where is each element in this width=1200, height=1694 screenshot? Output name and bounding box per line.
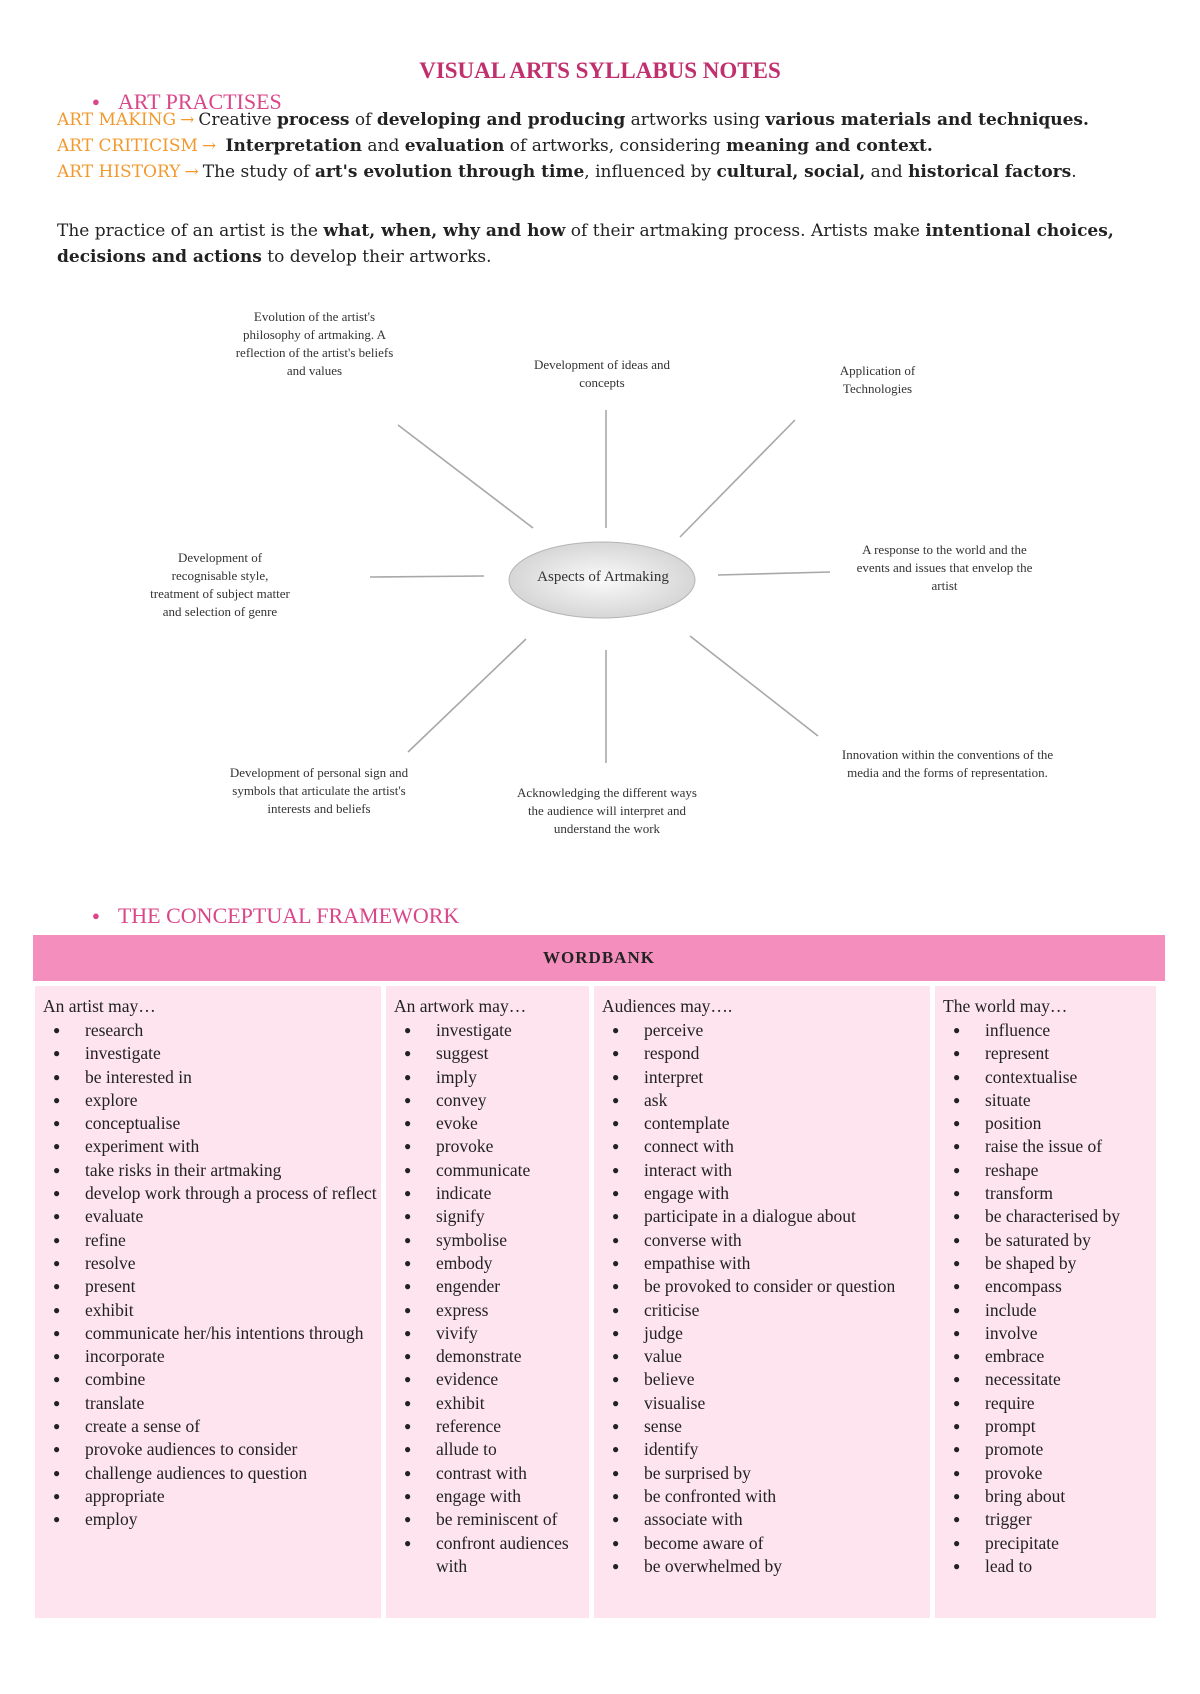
text-run: and — [865, 162, 909, 182]
list-item: ● reference — [386, 1415, 589, 1438]
bold-text: intentional choices, decisions and actions — [57, 221, 1114, 267]
definition-art-making — [57, 107, 1089, 133]
list-item: ● be overwhelmed by — [594, 1555, 930, 1578]
list-item: ● explore — [35, 1089, 381, 1112]
list-item: ● respond — [594, 1042, 930, 1065]
list-item: ● appropriate — [35, 1485, 381, 1508]
diagram-label-innovation: Innovation within the conventions of the media and the forms of representation. — [841, 747, 1054, 780]
list-item: ● connect with — [594, 1135, 930, 1158]
text-run: of — [349, 110, 377, 130]
list-item: ● be saturated by — [935, 1229, 1156, 1252]
diagram-label-style: Development of recognisable style, treatment of subject matter and selection of genre — [150, 550, 290, 619]
list-item: ● identify — [594, 1438, 930, 1461]
list-item: ● embody — [386, 1252, 589, 1275]
definition-art-history — [57, 159, 1077, 185]
list-item: ● refine — [35, 1229, 381, 1252]
list-item: ● engage with — [386, 1485, 589, 1508]
list-item: ● evoke — [386, 1112, 589, 1135]
list-item: ● be interested in — [35, 1066, 381, 1089]
word-list — [386, 1019, 589, 1578]
arrow-icon: → — [201, 136, 217, 156]
list-item: ● communicate her/his intentions through — [35, 1322, 381, 1345]
text-run: to develop their artworks. — [261, 247, 492, 267]
list-item: ● experiment with — [35, 1135, 381, 1158]
list-item: ● provoke — [386, 1135, 589, 1158]
list-item: ● vivify — [386, 1322, 589, 1345]
list-item: ● investigate — [35, 1042, 381, 1065]
list-item: ● visualise — [594, 1392, 930, 1415]
bold-text: what, when, why and how — [323, 221, 566, 241]
column-title: The world may… — [943, 996, 1068, 1016]
list-item: ● trigger — [935, 1508, 1156, 1531]
list-item: ● engage with — [594, 1182, 930, 1205]
word-list — [35, 1019, 381, 1532]
list-item: ● transform — [935, 1182, 1156, 1205]
bold-text: evaluation — [404, 136, 505, 156]
list-item: ● criticise — [594, 1299, 930, 1322]
column-title: An artist may… — [43, 996, 156, 1016]
bold-text: meaning and context. — [726, 136, 933, 156]
list-item: ● be characterised by — [935, 1205, 1156, 1228]
section-heading-text: THE CONCEPTUAL FRAMEWORK — [117, 903, 460, 928]
list-item: ● imply — [386, 1066, 589, 1089]
list-item: ● be confronted with — [594, 1485, 930, 1508]
list-item: ● situate — [935, 1089, 1156, 1112]
list-item: ● take risks in their artmaking — [35, 1159, 381, 1182]
list-item: ● develop work through a process of reflect — [35, 1182, 381, 1205]
list-item: ● present — [35, 1275, 381, 1298]
list-item: ● exhibit — [35, 1299, 381, 1322]
definition-art-criticism — [57, 133, 933, 159]
diagram-label-response: A response to the world and the events and issues that envelop the artist — [856, 542, 1033, 593]
bold-text: various materials and techniques. — [765, 110, 1089, 130]
list-item: ● represent — [935, 1042, 1156, 1065]
definition-term: ART CRITICISM — [57, 136, 198, 156]
definition-term: ART MAKING — [57, 110, 177, 130]
text-run: and — [362, 136, 405, 156]
list-item: ● translate — [35, 1392, 381, 1415]
list-item: ● contrast with — [386, 1462, 589, 1485]
spoke-line — [370, 576, 484, 577]
column-title: Audiences may…. — [602, 996, 733, 1016]
text-run: of their artmaking process. Artists make — [565, 221, 926, 241]
list-item: ● provoke — [935, 1462, 1156, 1485]
definition-term: ART HISTORY — [57, 162, 181, 182]
diagram-label-signs-symbols: Development of personal sign and symbols that articulate the artist's interests and beliefs — [229, 765, 409, 816]
list-item: ● raise the issue of — [935, 1135, 1156, 1158]
diagram-label-philosophy: Evolution of the artist's philosophy of artmaking. A reflection of the artist's beliefs and values — [235, 309, 394, 378]
list-item: ● associate with — [594, 1508, 930, 1531]
wordbank-column-audiences — [594, 986, 930, 1618]
list-item: ● necessitate — [935, 1368, 1156, 1391]
list-item: ● sense — [594, 1415, 930, 1438]
list-item: ● be surprised by — [594, 1462, 930, 1485]
wordbank-column-artist — [35, 986, 381, 1618]
list-item: ● be reminiscent of — [386, 1508, 589, 1531]
bullet-icon: ● — [92, 94, 100, 109]
list-item: ● provoke audiences to consider — [35, 1438, 381, 1461]
list-item: ● engender — [386, 1275, 589, 1298]
bold-text: process — [277, 110, 350, 130]
list-item: ● participate in a dialogue about — [594, 1205, 930, 1228]
list-item: ● precipitate — [935, 1532, 1156, 1555]
list-item: ● employ — [35, 1508, 381, 1531]
list-item: ● symbolise — [386, 1229, 589, 1252]
list-item: ● promote — [935, 1438, 1156, 1461]
list-item: ● resolve — [35, 1252, 381, 1275]
text-run: Creative — [198, 110, 277, 130]
list-item: ● express — [386, 1299, 589, 1322]
practice-paragraph — [57, 218, 1157, 270]
bold-text: developing and producing — [376, 110, 626, 130]
list-item: ● ask — [594, 1089, 930, 1112]
list-item: ● contextualise — [935, 1066, 1156, 1089]
list-item: ● judge — [594, 1322, 930, 1345]
bold-text: historical factors — [908, 162, 1072, 182]
list-item: ● require — [935, 1392, 1156, 1415]
page-title: VISUAL ARTS SYLLABUS NOTES — [419, 58, 781, 83]
list-item: ● incorporate — [35, 1345, 381, 1368]
list-item: ● influence — [935, 1019, 1156, 1042]
bold-text: Interpretation — [225, 136, 363, 156]
text-run: The study of — [202, 162, 315, 182]
text-run: The practice of an artist is the — [57, 221, 324, 241]
list-item: ● involve — [935, 1322, 1156, 1345]
list-item: ● combine — [35, 1368, 381, 1391]
list-item: ● challenge audiences to question — [35, 1462, 381, 1485]
list-item: ● prompt — [935, 1415, 1156, 1438]
list-item: ● evaluate — [35, 1205, 381, 1228]
spoke-line — [398, 425, 533, 528]
list-item: ● empathise with — [594, 1252, 930, 1275]
list-item: ● perceive — [594, 1019, 930, 1042]
diagram-label-audience: Acknowledging the different ways the audience will interpret and understand the work — [517, 785, 697, 836]
list-item: ● include — [935, 1299, 1156, 1322]
arrow-icon: → — [184, 162, 199, 182]
list-item: ● research — [35, 1019, 381, 1042]
list-item: ● contemplate — [594, 1112, 930, 1135]
list-item: ● lead to — [935, 1555, 1156, 1578]
bullet-icon: ● — [92, 908, 100, 923]
list-item: ● exhibit — [386, 1392, 589, 1415]
text-run: , influenced by — [584, 162, 717, 182]
bold-text: art's evolution through time — [314, 162, 585, 182]
list-item: ● communicate — [386, 1159, 589, 1182]
spoke-line — [690, 636, 818, 736]
list-item: ● confront audiences with — [386, 1532, 589, 1579]
wordbank-column-world — [935, 986, 1156, 1618]
list-item: ● interpret — [594, 1066, 930, 1089]
list-item: ● value — [594, 1345, 930, 1368]
section-heading-conceptual-framework — [92, 903, 459, 929]
list-item: ● allude to — [386, 1438, 589, 1461]
spoke-line — [408, 639, 526, 752]
list-item: ● converse with — [594, 1229, 930, 1252]
spoke-line — [680, 420, 795, 537]
bold-text: cultural, social, — [716, 162, 866, 182]
list-item: ● position — [935, 1112, 1156, 1135]
list-item: ● be shaped by — [935, 1252, 1156, 1275]
word-list — [935, 1019, 1156, 1578]
section-heading-text: ART PRACTISES — [117, 89, 282, 114]
list-item: ● create a sense of — [35, 1415, 381, 1438]
diagram-label-technologies: Application of Technologies — [839, 363, 916, 396]
list-item: ● be provoked to consider or question — [594, 1275, 930, 1298]
list-item: ● interact with — [594, 1159, 930, 1182]
list-item: ● embrace — [935, 1345, 1156, 1368]
diagram-label-ideas: Development of ideas and concepts — [533, 357, 671, 390]
diagram-center-label: Aspects of Artmaking — [537, 569, 669, 585]
spoke-line — [718, 572, 830, 575]
list-item: ● conceptualise — [35, 1112, 381, 1135]
text-run: artworks using — [625, 110, 766, 130]
column-title: An artwork may… — [394, 996, 527, 1016]
list-item: ● indicate — [386, 1182, 589, 1205]
list-item: ● bring about — [935, 1485, 1156, 1508]
list-item: ● believe — [594, 1368, 930, 1391]
arrow-icon: → — [180, 110, 195, 130]
list-item: ● signify — [386, 1205, 589, 1228]
list-item: ● demonstrate — [386, 1345, 589, 1368]
wordbank-header: WORDBANK — [33, 935, 1165, 981]
text-run: . — [1071, 162, 1077, 182]
list-item: ● investigate — [386, 1019, 589, 1042]
list-item: ● become aware of — [594, 1532, 930, 1555]
text-run: of artworks, considering — [504, 136, 727, 156]
list-item: ● suggest — [386, 1042, 589, 1065]
list-item: ● evidence — [386, 1368, 589, 1391]
list-item: ● reshape — [935, 1159, 1156, 1182]
word-list — [594, 1019, 930, 1578]
aspects-of-artmaking-diagram — [0, 300, 1200, 870]
list-item: ● convey — [386, 1089, 589, 1112]
wordbank-column-artwork — [386, 986, 589, 1618]
list-item: ● encompass — [935, 1275, 1156, 1298]
